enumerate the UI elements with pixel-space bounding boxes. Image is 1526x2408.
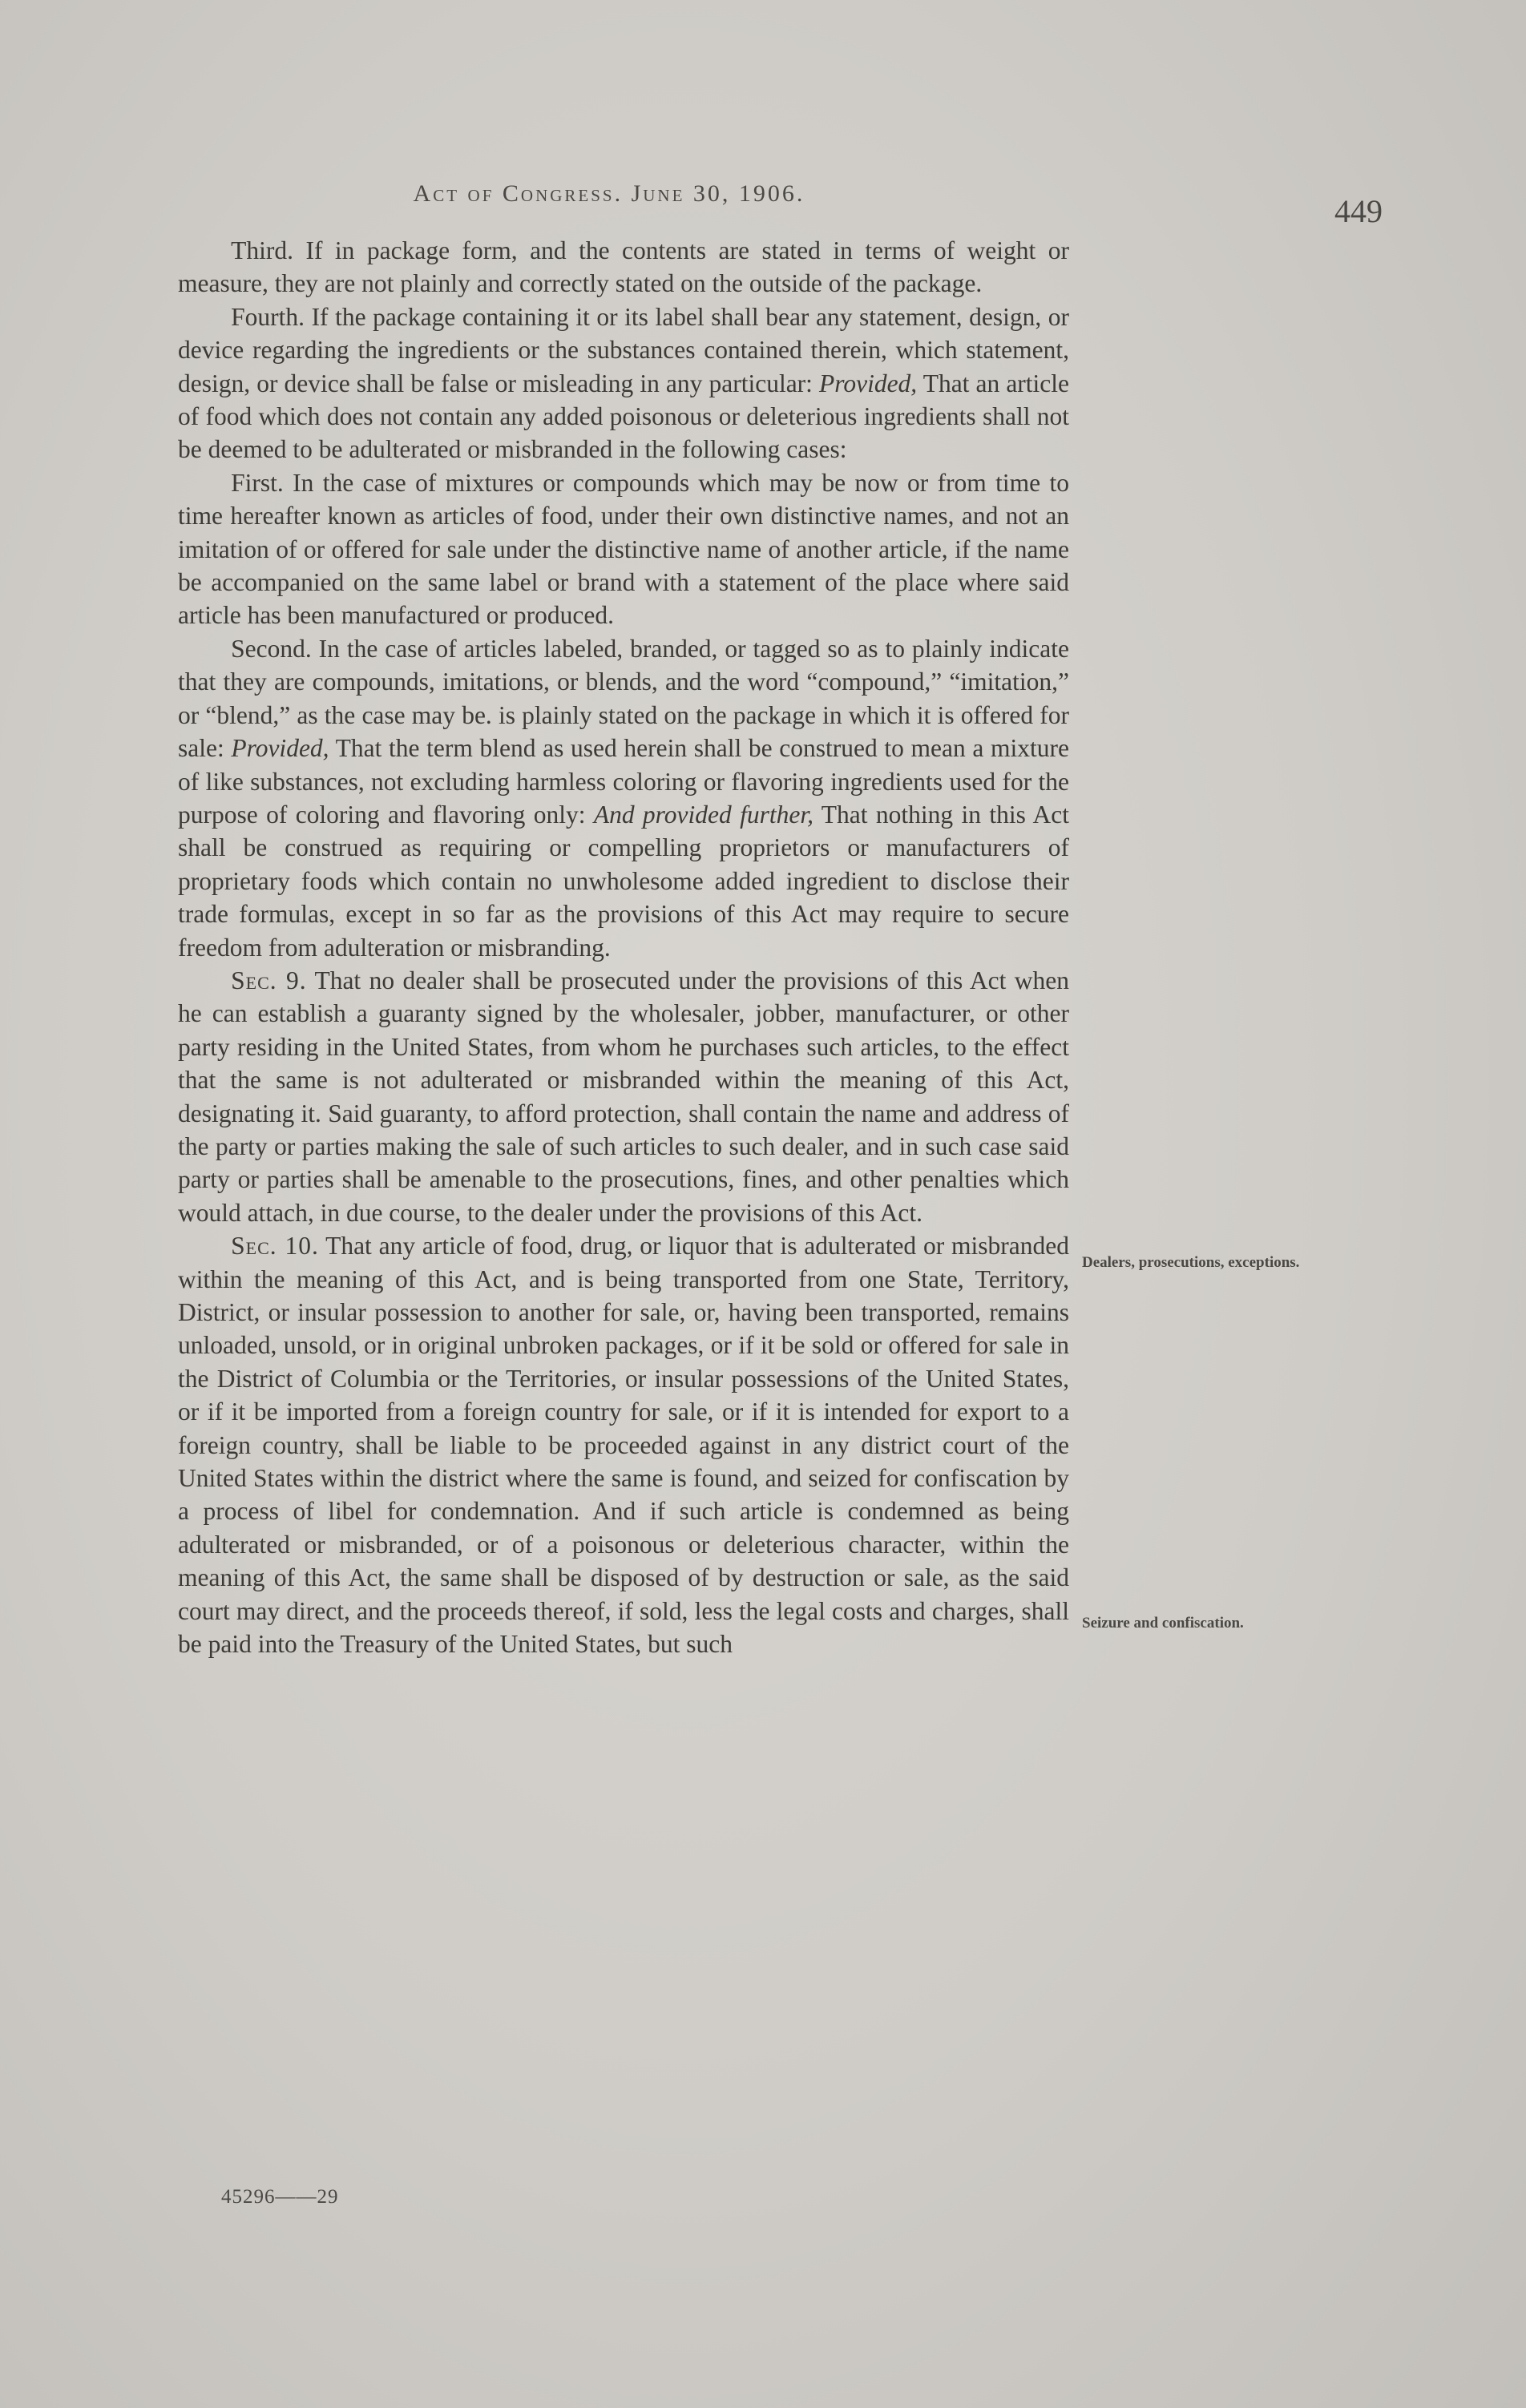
section-9 [178,964,1069,1229]
paragraph-third: Third. If in package form, and the contents are stated in terms of weight or measure, they are not plainly and correctly stated on the outside of the package. [178,236,1069,298]
printer-signature: 45296——29 [221,2186,339,2208]
margin-note-dealers: Dealers, prosecutions, exceptions. [1082,1254,1300,1271]
provided-clause: Provided, [231,734,329,763]
section-10 [178,1229,1069,1660]
paragraph-fourth-part-a: Fourth. If the package containing it or its label shall bear any statement, design, or device regarding the ingredients or the substances contained therein, which statement, design, or device shall be false or misleading in any particular: [178,302,1069,397]
provided-further-clause: And provided further, [593,800,813,829]
paragraph-fourth-part-b: That an article of food which does not contain any added poisonous or deleterious ingredients shall not be deemed to be adulterated or misbranded in the following cases: [178,369,1070,464]
paragraph-first: First. In the case of mixtures or compounds which may be now or from time to time hereafter known as articles of food, under their own distinctive names, and not an imitation of or offered for sale under the distinctive name of another article, if the name be accompanied on the same label or brand with a statement of the place where said article has been manufactured or produced. [178,468,1069,630]
paragraph-second [178,632,1069,964]
paragraph-fourth [178,300,1069,466]
paragraph-second-part-a: Second. In the case of articles labeled, branded, or tagged so as to plainly indicate that they are compounds, imitations, or blends, and the word “compound,” “imitation,” or “blend,” as the case may be. is plainly stated on the package in which it is offered for sale: [178,634,1069,763]
running-title: Act of Congress. June 30, 1906. [413,180,805,207]
paragraph-second-part-b: That the term blend as used herein shall be construed to mean a mixture of like substances, not excluding harmless coloring or flavoring ingredients used for the purpose of coloring and flavoring only: [178,734,1069,829]
page-number: 449 [1334,193,1383,229]
margin-note-seizure: Seizure and confiscation. [1082,1615,1244,1632]
provided-clause: Provided, [819,369,918,397]
section-10-label: Sec. 10. [231,1232,319,1260]
paragraph-second-part-c: That nothing in this Act shall be construed as requiring or compelling proprietors or manufacturers of proprietary foods which contain no unwholesome added ingredient to disclose their trade formulas, except in so far as the provisions of this Act may require to secure freedom from adulteration or misbranding. [178,800,1069,962]
section-10-text: That any article of food, drug, or liquor that is adulterated or misbranded within the meaning of this Act, and is being transported from one State, Territory, District, or insular possession to another for sale, or, having been transported, remains unloaded, unsold, or in original unbroken packages, or if it be sold or offered for sale in the District of Columbia or the Territories, or insular possessions of the United States, or if it be imported from a foreign country for sale, or if it is intended for export to a foreign country, shall be liable to be proceeded against in any district court of the United States within the district where the same is found, and seized for confiscation by a process of libel for condemnation. And if such article is condemned as being adulterated or misbranded, or of a poisonous or deleterious character, within the meaning of this Act, the same shall be disposed of by destruction or sale, as the said court may direct, and the proceeds thereof, if sold, less the legal costs and charges, shall be paid into the Treasury of the United States, but such [178,1232,1069,1659]
section-9-text: That no dealer shall be prosecuted under the provisions of this Act when he can establish a guaranty signed by the wholesaler, jobber, manufacturer, or other party residing in the United States, from whom he purchases such articles, to the effect that the same is not adulterated or misbranded within the meaning of this Act, designating it. Said guaranty, to afford protection, shall contain the name and address of the party or parties making the sale of such articles to such dealer, and in such case said party or parties shall be amenable to the prosecutions, fines, and other penalties which would attach, in due course, to the dealer under the provisions of this Act. [178,966,1069,1227]
section-9-label: Sec. 9. [231,966,307,994]
body-text [178,234,1069,1660]
